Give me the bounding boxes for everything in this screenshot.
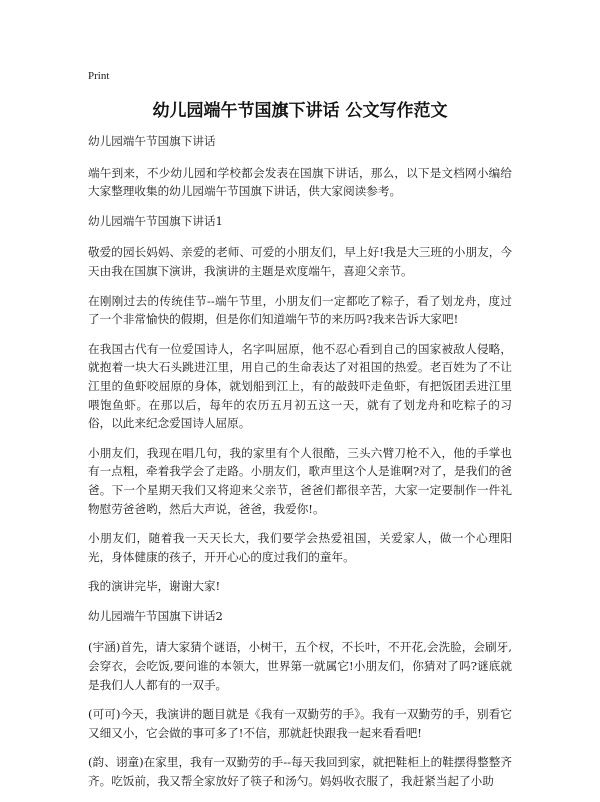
paragraph: 小朋友们，我现在唱几句，我的家里有个人很酷，三头六臂刀枪不入，他的手掌也有一点粗，牵着我学会了走路。小朋友们，歌声里这个人是谁啊?对了，是我们的爸爸。下一个星期天我们又将迎来父亲节，爸爸们都很辛苦，大家一定要制作一件礼物慰劳爸爸哟，然后大声说，爸爸，我爱你!。 bbox=[88, 445, 512, 516]
paragraph: 在我国古代有一位爱国诗人，名字叫屈原，他不忍心看到自己的国家被敌人侵略，就抱着一块大石头跳进江里，用自己的生命表达了对祖国的热爱。老百姓为了不让江里的鱼虾咬屈原的身体，就划船到江上，有的敲鼓吓走鱼虾，有把饭团丢进江里喂饱鱼虾。在那以后，每年的农历五月初五这一天，就有了划龙舟和吃粽子的习俗，以此来纪念爱国诗人屈原。 bbox=[88, 341, 512, 431]
document-title: 幼儿园端午节国旗下讲话 公文写作范文 bbox=[152, 101, 448, 121]
document-body bbox=[88, 132, 512, 802]
section-heading: 幼儿园端午节国旗下讲话 bbox=[88, 134, 216, 148]
paragraph: 在刚刚过去的传统佳节--端午节里，小朋友们一定都吃了粽子，看了划龙舟，度过了一个非常愉快的假期，但是你们知道端午节的来历吗?我来告诉大家吧! bbox=[88, 293, 512, 327]
paragraph: 我的演讲完毕，谢谢大家! bbox=[88, 579, 221, 594]
section-heading: 幼儿园端午节国旗下讲话1 bbox=[88, 213, 223, 228]
section-heading: 幼儿园端午节国旗下讲话2 bbox=[88, 608, 223, 623]
paragraph: (宇涵)首先，请大家猜个谜语，小树干，五个杈，不长叶，不开花,会洗脸，会刷牙,会穿衣，会吃饭,要问谁的本领大，世界第一就属它!小朋友们，你猜对了吗?谜底就是我们人人都有的一双手。 bbox=[88, 640, 512, 692]
intro-paragraph: 端午到来，不少幼儿园和学校都会发表在国旗下讲话，那么，以下是文档网小编给大家整理收集的幼儿园端午节国旗下讲话，供大家阅读参考。 bbox=[88, 165, 512, 199]
paragraph: 小朋友们，随着我一天天长大，我们要学会热爱祖国，关爱家人，做一个心理阳光，身体健康的孩子，开开心心的度过我们的童年。 bbox=[88, 531, 512, 564]
print-label: Print bbox=[88, 70, 110, 82]
paragraph: 敬爱的园长妈妈、亲爱的老师、可爱的小朋友们，早上好!我是大三班的小朋友，今天由我在国旗下演讲，我演讲的主题是欢度端午，喜迎父亲节。 bbox=[88, 245, 512, 278]
paragraph: (韵、诩童)在家里，我有一双勤劳的手--每天我回到家，就把鞋柜上的鞋摆得整整齐齐。吃饭前，我又帮全家放好了筷子和汤勺。妈妈收衣服了，我赶紧当起了小助 bbox=[88, 755, 512, 789]
paragraph: (可可)今天，我演讲的题目就是《我有一双勤劳的手》。我有一双勤劳的手，别看它又细又小，它会做的事可多了!不信，那就赶快跟我一起来看看吧! bbox=[88, 707, 512, 740]
